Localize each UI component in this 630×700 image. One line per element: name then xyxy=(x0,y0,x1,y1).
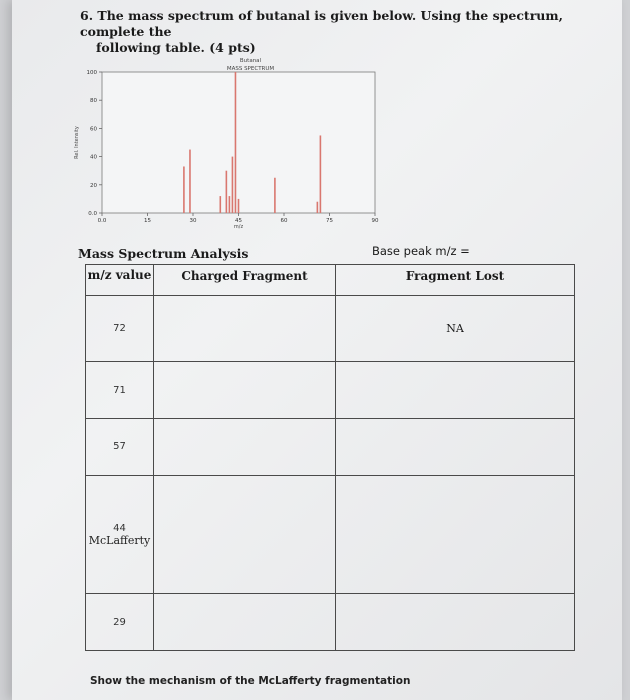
mz-value: 72 xyxy=(113,323,126,335)
mz-note: McLafferty xyxy=(88,533,151,547)
question-text xyxy=(80,8,600,56)
mz-cell xyxy=(86,362,154,419)
header-fragment-lost: Fragment Lost xyxy=(336,265,575,296)
table-row xyxy=(86,475,575,593)
y-tick-label: 60 xyxy=(90,126,97,133)
fragment-table xyxy=(85,264,575,651)
x-tick-label: 75 xyxy=(326,218,333,224)
x-tick-label: 45 xyxy=(235,218,242,224)
table-row xyxy=(86,419,575,476)
fragment-lost-cell[interactable]: NA xyxy=(336,296,575,362)
chart-title: Butanal xyxy=(239,58,262,64)
y-tick-label: 100 xyxy=(86,70,97,76)
y-tick-label: 40 xyxy=(90,154,97,161)
mz-value: 71 xyxy=(113,384,126,396)
chart-subtitle: MASS SPECTRUM xyxy=(226,66,275,72)
fragment-lost-cell[interactable] xyxy=(336,419,575,476)
table-row xyxy=(86,594,575,651)
mz-value: 44 xyxy=(113,522,126,534)
question-number: 6. xyxy=(80,8,94,23)
y-tick-label: 0.0 xyxy=(88,211,97,217)
x-tick-label: 60 xyxy=(280,218,288,224)
fragment-lost-cell[interactable] xyxy=(336,594,575,651)
mz-cell xyxy=(86,594,154,651)
header-charged-fragment: Charged Fragment xyxy=(154,265,336,296)
question-line-2: following table. (4 pts) xyxy=(96,40,256,55)
x-axis-label: m/z xyxy=(233,224,244,230)
mass-spectrum-chart xyxy=(70,52,390,232)
section-title: Mass Spectrum Analysis xyxy=(78,246,249,261)
charged-fragment-cell[interactable] xyxy=(154,296,336,362)
table-header-row xyxy=(86,265,575,296)
charged-fragment-cell[interactable] xyxy=(154,419,336,476)
table-row xyxy=(86,296,575,362)
plot-area xyxy=(102,72,375,213)
mz-value: 29 xyxy=(113,616,126,628)
question-line-1: The mass spectrum of butanal is given below. Using the spectrum, complete the xyxy=(80,8,563,39)
mz-value: 57 xyxy=(113,441,126,453)
charged-fragment-cell[interactable] xyxy=(154,475,336,593)
mechanism-prompt: Show the mechanism of the McLafferty fragmentation xyxy=(90,675,411,687)
header-mz: m/z value xyxy=(86,265,154,296)
mz-cell xyxy=(86,296,154,362)
x-tick-label: 0.0 xyxy=(97,218,107,224)
x-tick-label: 15 xyxy=(144,218,151,224)
mz-cell xyxy=(86,419,154,476)
x-tick-label: 90 xyxy=(371,218,379,224)
fragment-lost-cell[interactable] xyxy=(336,475,575,593)
x-tick-label: 30 xyxy=(189,218,197,224)
mz-cell xyxy=(86,475,154,593)
base-peak-label: Base peak m/z = xyxy=(372,244,470,258)
table-row xyxy=(86,362,575,419)
y-tick-label: 80 xyxy=(90,98,97,105)
charged-fragment-cell[interactable] xyxy=(154,362,336,419)
charged-fragment-cell[interactable] xyxy=(154,594,336,651)
y-axis-label: Rel. Intensity xyxy=(74,126,80,159)
y-tick-label: 20 xyxy=(90,182,97,189)
fragment-lost-cell[interactable] xyxy=(336,362,575,419)
